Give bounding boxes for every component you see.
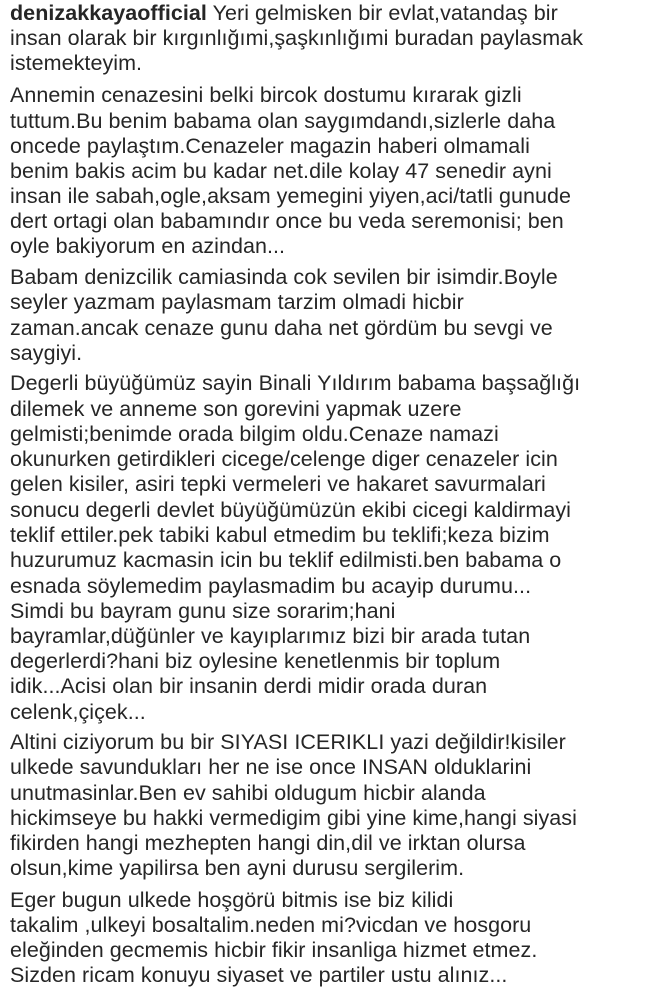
caption-line: insan ile sabah,ogle,aksam yemegini yiyen,aci/tatli gunude: [10, 184, 572, 208]
caption-line: istemekteyim.: [10, 51, 143, 75]
caption-line: Babam denizcilik camiasinda cok sevilen bir isimdir.Boyle: [10, 265, 558, 289]
caption-line: Altini ciziyorum bu bir SIYASI ICERIKLI yazi değildir!kisiler: [10, 730, 566, 754]
caption-line: huzurumuz kacmasin icin bu teklif edilmisti.ben babama o: [10, 548, 562, 572]
caption-line: eleğinden gecmemis hicbir fikir insanliga hizmet etmez.: [10, 938, 538, 962]
caption-line: tuttum.Bu benim babama olan saygımdandı,sizlerle daha: [10, 109, 556, 133]
caption-line: Eger bugun ulkede hoşgörü bitmis ise biz kilidi: [10, 888, 454, 912]
caption-line: Sizden ricam konuyu siyaset ve partiler ustu alınız...: [10, 963, 508, 987]
caption-line: Degerli büyüğümüz sayin Binali Yıldırım babama başsağlığı: [10, 371, 581, 395]
caption-text: Yeri gelmisken bir evlat,vatandaş bir: [206, 1, 558, 25]
caption-line: oncede paylaştım.Cenazeler magazin haberi olmamali: [10, 134, 530, 158]
caption-line: dert ortagi olan babamındır once bu veda seremonisi; ben: [10, 209, 564, 233]
caption-line: fikirden hangi mezhepten hangi din,dil ve irktan olursa: [10, 831, 526, 855]
caption-line: benim bakis acim bu kadar net.dile kolay 47 senedir ayni: [10, 159, 552, 183]
caption-line: Annemin cenazesini belki bircok dostumu kırarak gizli: [10, 83, 522, 107]
caption-line: gelen kisiler, asiri tepki vermeleri ve hakaret savurmalari: [10, 472, 546, 496]
caption-line: takalim ,ulkeyi bosaltalim.neden mi?vicdan ve hosgoru: [10, 913, 532, 937]
caption-line: sonucu degerli devlet büyüğümüzün ekibi cicegi kaldirmayi: [10, 498, 571, 522]
caption-line: idik...Acisi olan bir insanin derdi midir orada duran: [10, 674, 488, 698]
caption-line: insan olarak bir kırgınlığımi,şaşkınlığımi buradan paylasmak: [10, 26, 584, 50]
caption-line: teklif ettiler.pek tabiki kabul etmedim bu teklifi;keza bizim: [10, 523, 550, 547]
caption-line: esnada söylemedim paylasmadim bu acayip durumu...: [10, 574, 532, 598]
caption-line: olsun,kime yapilirsa ben ayni durusu sergilerim.: [10, 856, 465, 880]
caption-line: saygiyi.: [10, 341, 83, 365]
username-link[interactable]: denizakkayaofficial: [10, 1, 207, 25]
caption-line: gelmisti;benimde orada bilgim oldu.Cenaze namazi: [10, 422, 499, 446]
caption-first-line: [10, 1, 558, 25]
caption-line: seyler yazmam paylasmam tarzim olmadi hicbir: [10, 290, 464, 314]
caption-line: hickimseye bu hakki vermedigim gibi yine kime,hangi siyasi: [10, 806, 577, 830]
caption-line: Simdi bu bayram gunu size sorarim;hani: [10, 599, 396, 623]
caption-line: ulkede savundukları her ne ise once INSAN olduklarini: [10, 755, 532, 779]
caption-line: okunurken getirdikleri cicege/celenge diger cenazeler icin: [10, 447, 558, 471]
caption-line: degerlerdi?hani biz oylesine kenetlenmis bir toplum: [10, 649, 501, 673]
caption-line: zaman.ancak cenaze gunu daha net gördüm bu sevgi ve: [10, 316, 553, 340]
caption-line: unutmasinlar.Ben ev sahibi oldugum hicbir alanda: [10, 781, 486, 805]
caption-line: bayramlar,düğünler ve kayıplarımız bizi bir arada tutan: [10, 624, 531, 648]
caption-line: oyle bakiyorum en azindan...: [10, 234, 286, 258]
caption-line: celenk,çiçek...: [10, 700, 146, 724]
caption-line: dilemek ve anneme son gorevini yapmak uzere: [10, 397, 462, 421]
